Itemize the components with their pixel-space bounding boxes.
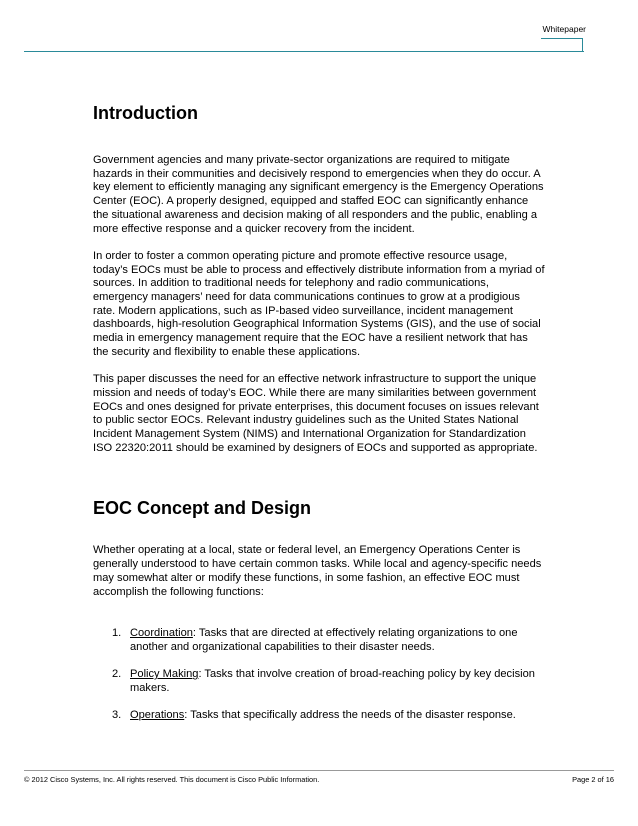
list-item <box>93 709 545 723</box>
footer-page-number: Page 2 of 16 <box>572 775 614 784</box>
document-body <box>93 102 545 737</box>
paragraph: Whether operating at a local, state or federal level, an Emergency Operations Center is generally understood to have certain common tasks. While local and agency-specific needs may somewhat alter or modify these functions, in some fashion, an effective EOC must accomplish the following functions: <box>93 544 542 598</box>
section-heading-eoc-concept: EOC Concept and Design <box>93 498 312 519</box>
list-text: : Tasks that specifically address the needs of the disaster response. <box>184 709 516 722</box>
page-header-label: Whitepaper <box>542 24 586 34</box>
list-item <box>93 627 545 654</box>
list-text: : Tasks that involve creation of broad-reaching policy by key decision makers. <box>130 668 535 695</box>
list-number: 2. <box>112 668 122 681</box>
list-term: Policy Making <box>130 668 199 681</box>
list-number: 3. <box>112 709 122 722</box>
header-accent-box <box>541 38 583 52</box>
list-number: 1. <box>112 627 122 640</box>
paragraph: Government agencies and many private-sector organizations are required to mitigate hazards in their communities and decisively respond to emergencies when they do occur. A key element to efficiently managing any significant emergency is the Emergency Operations Center (EOC). A properly designed, equipped and staffed EOC can significantly enhance the situational awareness and decision making of all responders and the public, enabling a more effective response and a quicker recovery from the incident. <box>93 154 544 235</box>
header-rule <box>24 51 584 52</box>
list-item <box>93 668 545 695</box>
paragraph: In order to foster a common operating picture and promote effective resource usage, today’s EOCs must be able to process and effectively distribute information from a myriad of sources. In addition to traditional needs for telephony and radio communications, emergency managers’ need for data communications continues to grow at a prodigious rate. Modern applications, such as IP-based video surveillance, incident management dashboards, high-resolution Geographical Information Systems (GIS), and the use of social media in emergency management require that the EOC have a resilient network that has the security and flexibility to enable these applications. <box>93 249 545 358</box>
functions-list <box>93 627 545 723</box>
footer-rule <box>24 770 614 771</box>
list-text: : Tasks that are directed at effectively relating organizations to one another and organizational capabilities to their disaster needs. <box>130 627 518 653</box>
section-heading-introduction: Introduction <box>93 103 198 123</box>
paragraph: This paper discusses the need for an effective network infrastructure to support the unique mission and needs of today’s EOC. While there are many similarities between government EOCs and ones designed for private enterprises, this document focuses on issues relevant to public sector EOCs. Relevant industry guidelines such as the United States National Incident Management System (NIMS) and International Organization for Standardization ISO 22320:2011 should be examined by designers of EOCs and supported as appropriate. <box>93 373 539 454</box>
list-term: Coordination <box>130 627 193 640</box>
footer-copyright: © 2012 Cisco Systems, Inc. All rights reserved. This document is Cisco Public Information. <box>24 775 320 784</box>
list-term: Operations <box>130 709 185 722</box>
